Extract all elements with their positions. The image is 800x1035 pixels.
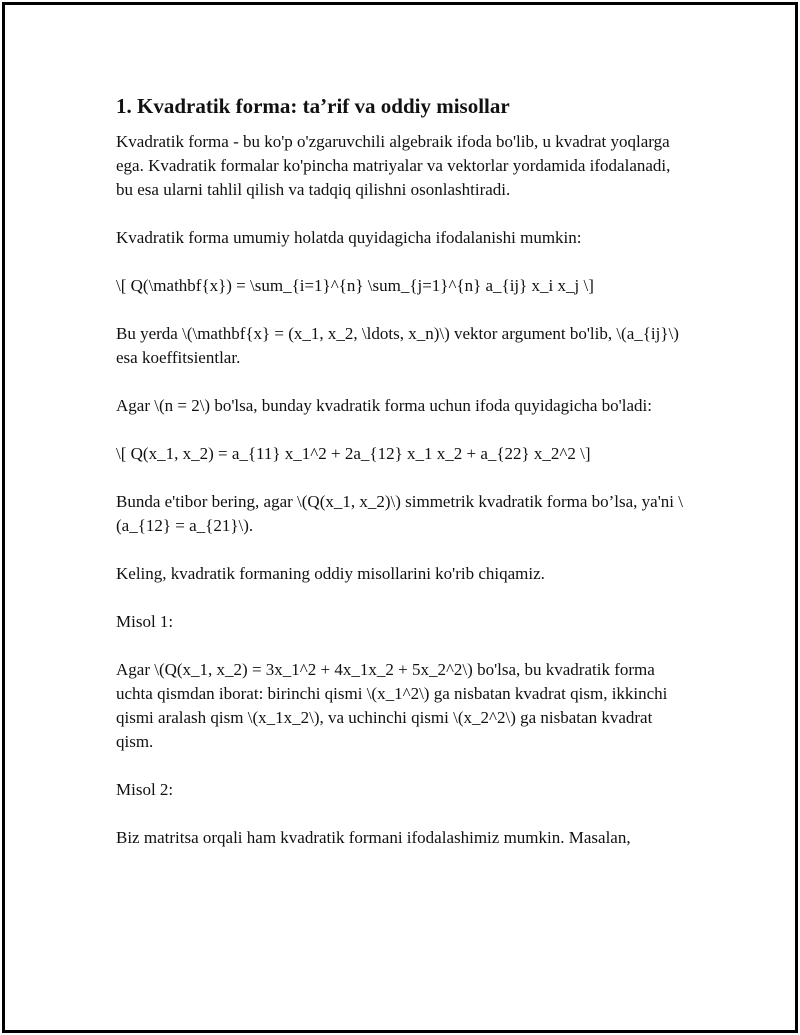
paragraph-general-form-intro: Kvadratik forma umumiy holatda quyidagicha ifodalanishi mumkin:: [116, 228, 582, 247]
example-1-text: Agar \(Q(x_1, x_2) = 3x_1^2 + 4x_1x_2 + 5x_2^2\) bo'lsa, bu kvadratik forma uchta qismdan iborat: birinchi qismi \(x_1^2\) ga nisbatan kvadrat qism, ikkinchi qismi aralash qism \(x_1x_2\), va uchinchi qismi \(x_2^2\) ga nisbatan kvadrat qism.: [116, 660, 668, 751]
formula-general: \[ Q(\mathbf{x}) = \sum_{i=1}^{n} \sum_{j=1}^{n} a_{ij} x_i x_j \]: [116, 276, 594, 295]
example-2-heading: Misol 2:: [116, 780, 174, 799]
paragraph-symmetric-note: Bunda e'tibor bering, agar \(Q(x_1, x_2)\) simmetrik kvadratik forma bo’lsa, ya'ni \(a_{12} = a_{21}\).: [116, 492, 683, 535]
example-2-text: Biz matritsa orqali ham kvadratik formani ifodalashimiz mumkin. Masalan,: [116, 828, 631, 847]
paragraph-definition: Kvadratik forma - bu ko'p o'zgaruvchili algebraik ifoda bo'lib, u kvadrat yoqlarga ega. Kvadratik formalar ko'pincha matriyalar va vektorlar yordamida ifodalanadi, bu esa ularni tahlil qilish va tadqiq qilishni osonlashtiradi.: [116, 132, 671, 199]
document-content: [116, 92, 686, 874]
section-title: 1. Kvadratik forma: ta’rif va oddiy misollar: [116, 94, 510, 118]
paragraph-vector-argument: Bu yerda \(\mathbf{x} = (x_1, x_2, \ldots, x_n)\) vektor argument bo'lib, \(a_{ij}\) esa koeffitsientlar.: [116, 324, 679, 367]
formula-two-variables: \[ Q(x_1, x_2) = a_{11} x_1^2 + 2a_{12} x_1 x_2 + a_{22} x_2^2 \]: [116, 444, 591, 463]
paragraph-examples-intro: Keling, kvadratik formaning oddiy misollarini ko'rib chiqamiz.: [116, 564, 545, 583]
paragraph-n-equals-2: Agar \(n = 2\) bo'lsa, bunday kvadratik forma uchun ifoda quyidagicha bo'ladi:: [116, 396, 652, 415]
example-1-heading: Misol 1:: [116, 612, 174, 631]
